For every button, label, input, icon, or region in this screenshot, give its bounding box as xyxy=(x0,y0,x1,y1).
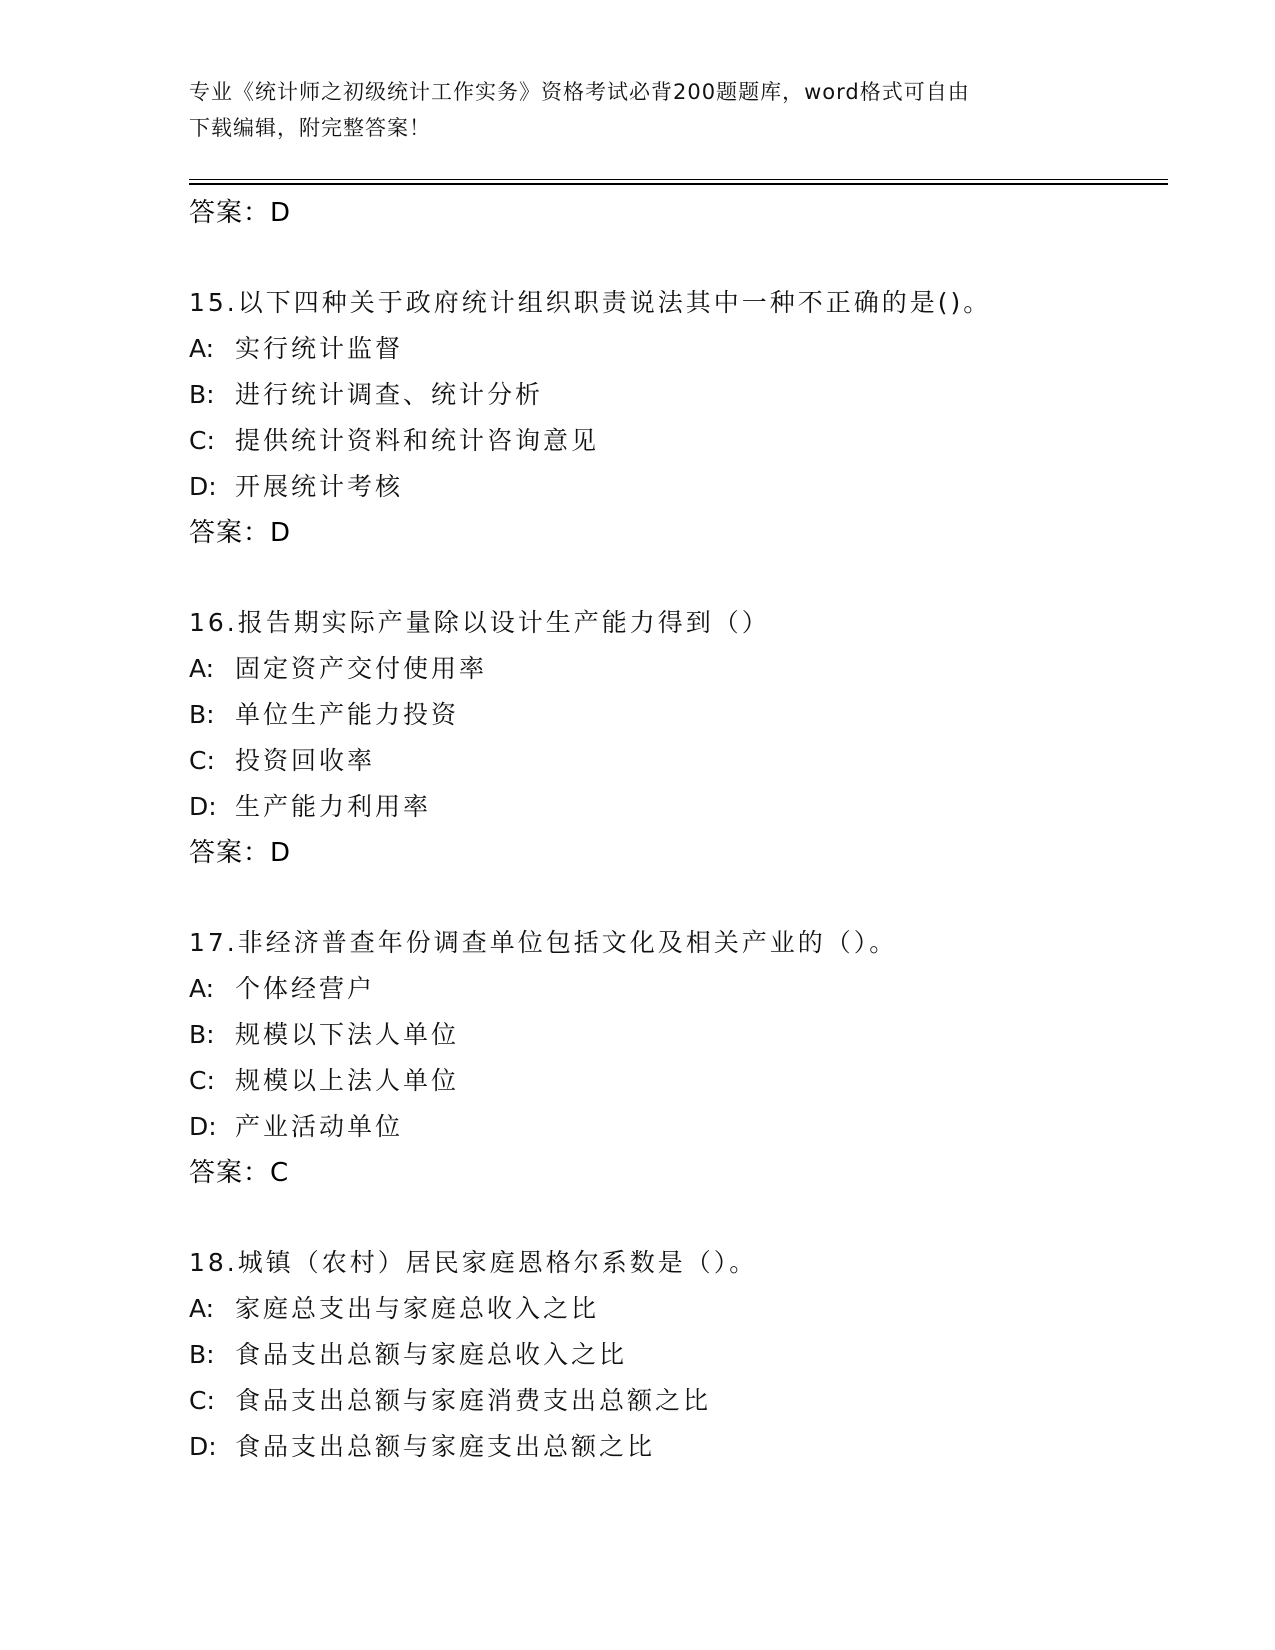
spacer xyxy=(189,1196,1169,1240)
option-text: 规模以下法人单位 xyxy=(235,1020,460,1049)
question-stem: 15.以下四种关于政府统计组织职责说法其中一种不正确的是()。 xyxy=(189,288,992,317)
option-a xyxy=(189,326,1169,372)
option-letter: B: xyxy=(189,380,215,409)
option-c xyxy=(189,738,1169,784)
option-letter: B: xyxy=(189,1020,215,1049)
option-a xyxy=(189,966,1169,1012)
option-c xyxy=(189,1378,1169,1424)
option-c xyxy=(189,418,1169,464)
answer-label: 答案：D xyxy=(189,838,292,868)
option-b xyxy=(189,372,1169,418)
question-stem: 18.城镇（农村）居民家庭恩格尔系数是（）。 xyxy=(189,1248,758,1277)
option-letter: A: xyxy=(189,334,215,363)
option-letter: A: xyxy=(189,974,215,1003)
question-18 xyxy=(189,1240,1169,1470)
option-d xyxy=(189,784,1169,830)
answer-label: 答案：D xyxy=(189,518,292,548)
option-text: 实行统计监督 xyxy=(235,334,404,363)
option-text: 家庭总支出与家庭总收入之比 xyxy=(235,1294,600,1323)
question-16 xyxy=(189,600,1169,876)
question-17 xyxy=(189,920,1169,1196)
option-text: 食品支出总额与家庭总收入之比 xyxy=(235,1340,628,1369)
option-letter: C: xyxy=(189,746,215,775)
option-letter: C: xyxy=(189,1386,215,1415)
option-d xyxy=(189,1424,1169,1470)
option-text: 开展统计考核 xyxy=(235,472,404,501)
option-letter: D: xyxy=(189,1112,217,1141)
header-divider xyxy=(189,179,1168,185)
option-letter: B: xyxy=(189,700,215,729)
option-text: 规模以上法人单位 xyxy=(235,1066,460,1095)
spacer xyxy=(189,876,1169,920)
option-text: 投资回收率 xyxy=(235,746,376,775)
option-letter: D: xyxy=(189,792,217,821)
question-stem: 17.非经济普查年份调查单位包括文化及相关产业的（）。 xyxy=(189,928,898,957)
option-b xyxy=(189,1012,1169,1058)
option-c xyxy=(189,1058,1169,1104)
option-text: 生产能力利用率 xyxy=(235,792,432,821)
option-text: 食品支出总额与家庭支出总额之比 xyxy=(235,1432,656,1461)
option-text: 提供统计资料和统计咨询意见 xyxy=(235,426,600,455)
option-b xyxy=(189,1332,1169,1378)
option-text: 单位生产能力投资 xyxy=(235,700,460,729)
option-text: 固定资产交付使用率 xyxy=(235,654,488,683)
header-line-2: 下载编辑，附完整答案！ xyxy=(189,116,431,140)
option-d xyxy=(189,464,1169,510)
option-letter: D: xyxy=(189,1432,217,1461)
option-letter: A: xyxy=(189,1294,215,1323)
option-letter: C: xyxy=(189,426,215,455)
option-letter: C: xyxy=(189,1066,215,1095)
answer-label: 答案：C xyxy=(189,1158,290,1188)
option-text: 食品支出总额与家庭消费支出总额之比 xyxy=(235,1386,712,1415)
option-text: 个体经营户 xyxy=(235,974,376,1003)
option-letter: A: xyxy=(189,654,215,683)
option-a xyxy=(189,646,1169,692)
option-text: 产业活动单位 xyxy=(235,1112,404,1141)
page-header xyxy=(189,74,1089,146)
question-15 xyxy=(189,280,1169,556)
question-stem: 16.报告期实际产量除以设计生产能力得到（） xyxy=(189,608,770,637)
header-line-1: 专业《统计师之初级统计工作实务》资格考试必背200题题库，word格式可自由 xyxy=(189,80,970,104)
answer-label: 答案：D xyxy=(189,198,292,228)
option-d xyxy=(189,1104,1169,1150)
option-a xyxy=(189,1286,1169,1332)
option-letter: D: xyxy=(189,472,217,501)
option-letter: B: xyxy=(189,1340,215,1369)
question-list xyxy=(189,190,1169,1470)
spacer xyxy=(189,556,1169,600)
spacer xyxy=(189,236,1169,280)
option-text: 进行统计调查、统计分析 xyxy=(235,380,544,409)
option-b xyxy=(189,692,1169,738)
